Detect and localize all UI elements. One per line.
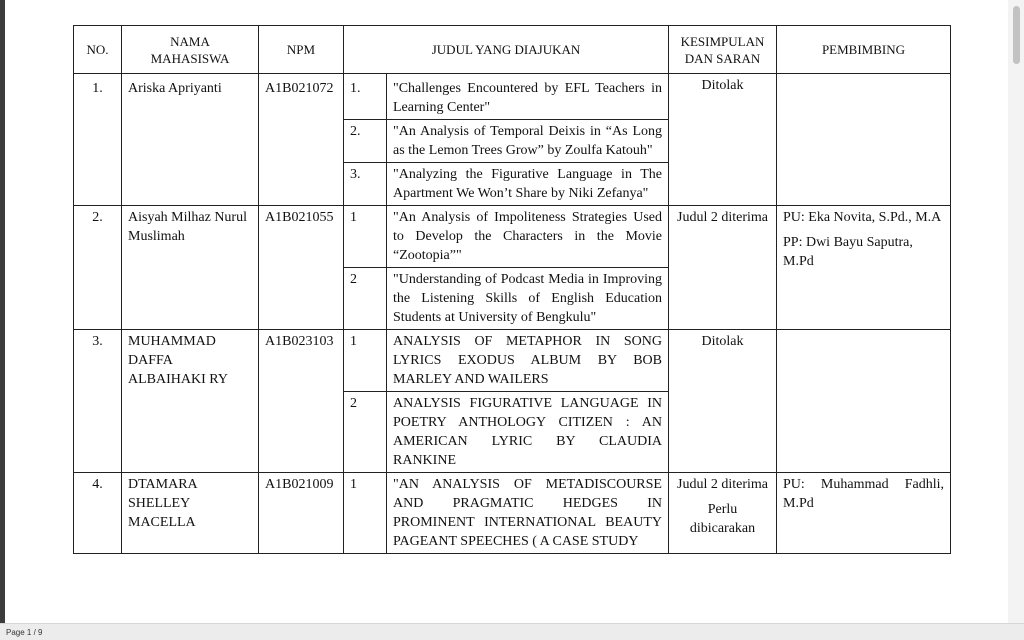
title-number: 1: [344, 206, 387, 268]
title-text: "An Analysis of Temporal Deixis in “As Long as the Lemon Trees Grow” by Zoulfa Katouh": [387, 120, 669, 163]
header-nama-line1: NAMA: [170, 33, 210, 49]
supervisor: [777, 74, 951, 206]
student-npm: A1B021072: [259, 74, 344, 206]
header-nama-line2: MAHASISWA: [150, 50, 230, 66]
student-name: Ariska Apriyanti: [122, 74, 259, 206]
title-number: 1.: [344, 74, 387, 120]
conclusion-note: Perlu dibicarakan: [689, 502, 756, 536]
row-number: 4.: [74, 473, 122, 554]
header-kesimpulan: [669, 26, 777, 74]
title-text: ANALYSIS OF METAPHOR IN SONG LYRICS EXODUS ALBUM BY BOB MARLEY AND WAILERS: [387, 330, 669, 392]
table-row: [74, 473, 951, 554]
page-indicator: Page 1 / 9: [6, 628, 43, 637]
header-nama: [122, 26, 259, 74]
header-no: NO.: [74, 26, 122, 74]
proposal-table: [73, 25, 951, 554]
conclusion: Ditolak: [669, 74, 777, 206]
document-page: [5, 0, 1008, 624]
conclusion-main: Judul 2 diterima: [677, 477, 768, 492]
supervisor: [777, 473, 951, 554]
supervisor-pu: PU: Muhammad Fadhli, M.Pd: [783, 477, 944, 511]
row-number: 2.: [74, 206, 122, 330]
header-judul: JUDUL YANG DIAJUKAN: [344, 26, 669, 74]
scrollbar-thumb[interactable]: [1013, 6, 1020, 64]
student-name: DTAMARA SHELLEY MACELLA: [122, 473, 259, 554]
title-text: "AN ANALYSIS OF METADISCOURSE AND PRAGMATIC HEDGES IN PROMINENT INTERNATIONAL BEAUTY PAGEANT SPEECHES ( A CASE STUDY: [387, 473, 669, 554]
vertical-scrollbar[interactable]: [1008, 0, 1024, 624]
supervisor-pu: PU: Eka Novita, S.Pd., M.A: [783, 210, 942, 225]
table-row: [74, 206, 951, 268]
header-kesimpulan-line2: DAN SARAN: [684, 50, 761, 66]
title-number: 2: [344, 268, 387, 330]
conclusion: [669, 473, 777, 554]
conclusion: Judul 2 diterima: [669, 206, 777, 330]
row-number: 3.: [74, 330, 122, 473]
title-text: ANALYSIS FIGURATIVE LANGUAGE IN POETRY ANTHOLOGY CITIZEN : AN AMERICAN LYRIC BY CLAUDIA RANKINE: [387, 392, 669, 473]
supervisor-pp: PP: Dwi Bayu Saputra, M.Pd: [783, 235, 913, 269]
header-kesimpulan-line1: KESIMPULAN: [680, 33, 765, 49]
student-npm: A1B021009: [259, 473, 344, 554]
student-npm: A1B021055: [259, 206, 344, 330]
title-number: 1: [344, 330, 387, 392]
header-pembimbing: PEMBIMBING: [777, 26, 951, 74]
title-number: 2.: [344, 120, 387, 163]
supervisor: [777, 206, 951, 330]
student-name: MUHAMMAD DAFFA ALBAIHAKI RY: [122, 330, 259, 473]
row-number: 1.: [74, 74, 122, 206]
conclusion: Ditolak: [669, 330, 777, 473]
title-number: 3.: [344, 163, 387, 206]
student-npm: A1B023103: [259, 330, 344, 473]
supervisor: [777, 330, 951, 473]
status-bar: [0, 623, 1024, 640]
header-npm: NPM: [259, 26, 344, 74]
title-text: "Analyzing the Figurative Language in The Apartment We Won’t Share by Niki Zefanya": [387, 163, 669, 206]
title-text: "An Analysis of Impoliteness Strategies Used to Develop the Characters in the Movie “Zootopia”": [387, 206, 669, 268]
title-text: "Understanding of Podcast Media in Improving the Listening Skills of English Education Students at University of Bengkulu": [387, 268, 669, 330]
table-row: [74, 74, 951, 120]
title-number: 2: [344, 392, 387, 473]
student-name: Aisyah Milhaz Nurul Muslimah: [122, 206, 259, 330]
title-text: "Challenges Encountered by EFL Teachers in Learning Center": [387, 74, 669, 120]
title-number: 1: [344, 473, 387, 554]
table-header-row: [74, 26, 951, 74]
table-row: [74, 330, 951, 392]
